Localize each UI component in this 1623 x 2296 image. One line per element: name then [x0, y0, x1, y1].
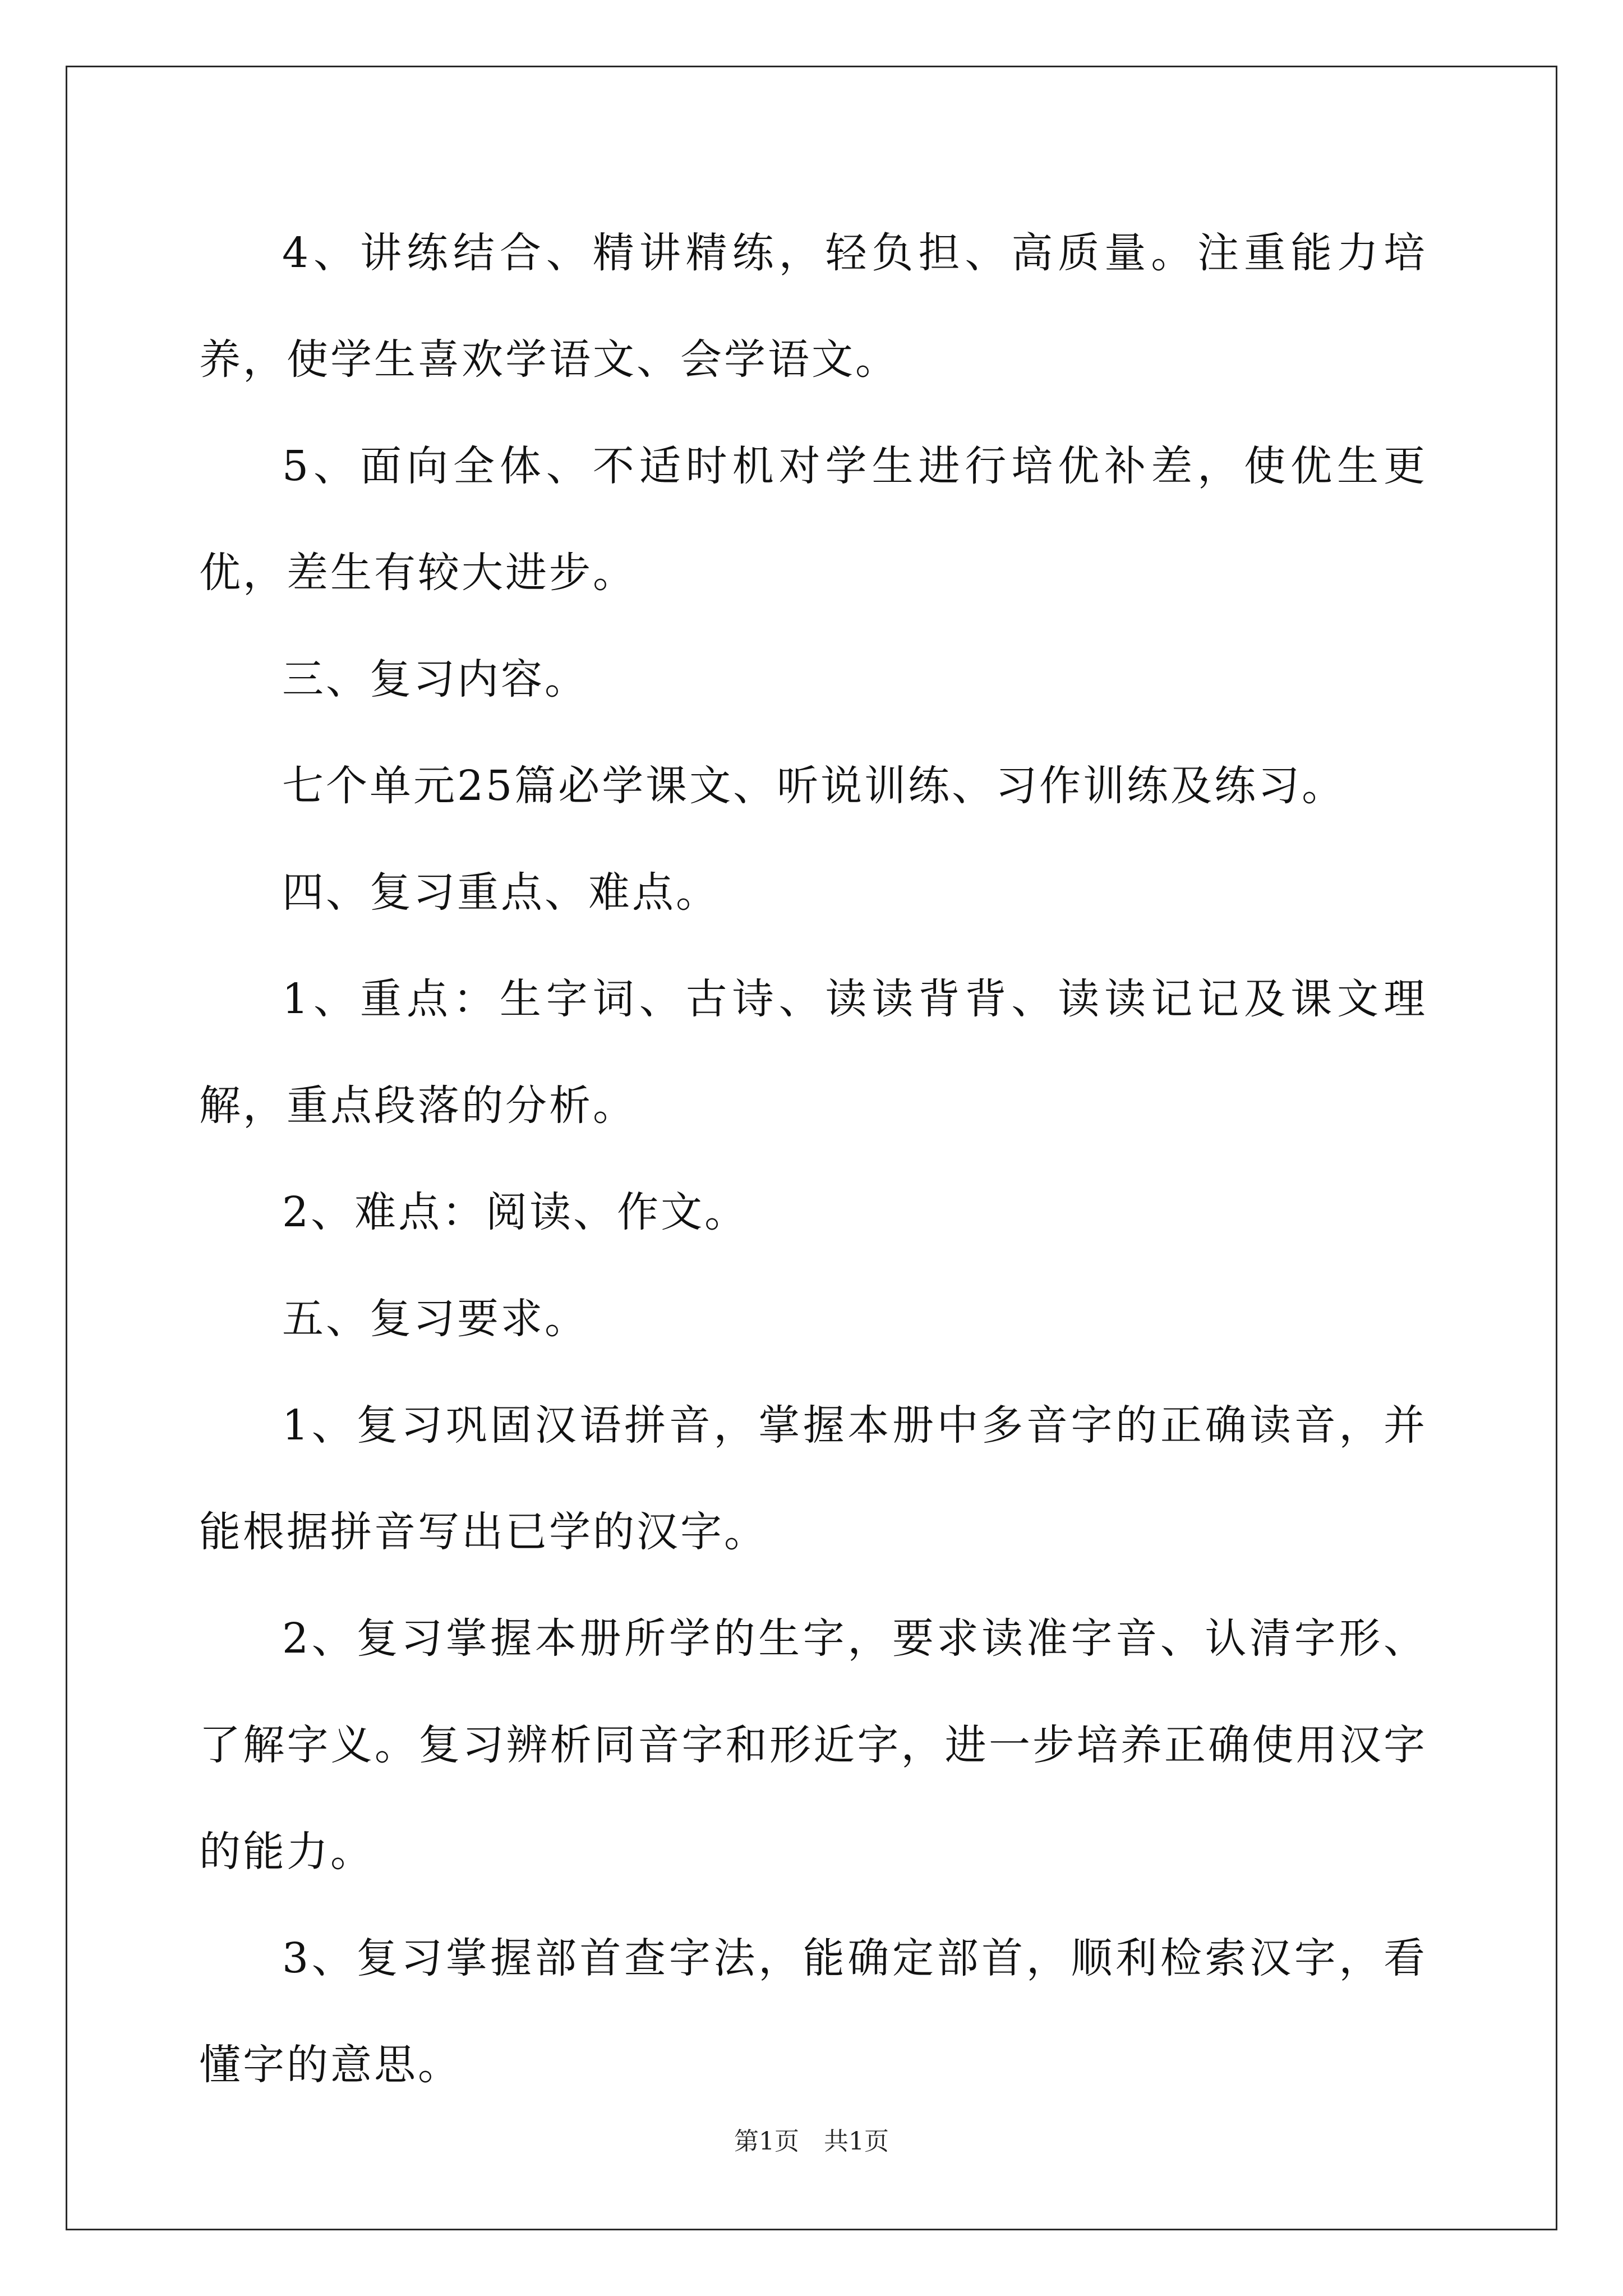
paragraph-key-points: 1、重点：生字词、古诗、读读背背、读读记记及课文理解，重点段落的分析。 [199, 975, 1427, 1130]
paragraph-requirement-2: 2、复习掌握本册所学的生字，要求读准字音、认清字形、了解字义。复习辨析同音字和形近字，进一步培养正确使用汉字的能力。 [199, 1614, 1427, 1876]
paragraph-teaching-method-4: 4、讲练结合、精讲精练，轻负担、高质量。注重能力培养，使学生喜欢学语文、会学语文。 [199, 229, 1427, 384]
paragraph-requirement-3: 3、复习掌握部首查字法，能确定部首，顺利检索汉字，看懂字的意思。 [199, 1934, 1427, 2089]
paragraph-teaching-method-5: 5、面向全体、不适时机对学生进行培优补差，使优生更优，差生有较大进步。 [199, 442, 1427, 597]
paragraph-review-content: 七个单元25篇必学课文、听说训练、习作训练及练习。 [282, 762, 1346, 810]
section-heading-requirements: 五、复习要求。 [282, 1295, 588, 1343]
paragraph-requirement-1: 1、复习巩固汉语拼音，掌握本册中多音字的正确读音，并能根据拼音写出已学的汉字。 [199, 1401, 1427, 1556]
page-number-footer: 第1页 共1页 [734, 2127, 889, 2156]
paragraph-difficult-points: 2、难点：阅读、作文。 [282, 1188, 749, 1236]
section-heading-key-points: 四、复习重点、难点。 [282, 868, 720, 917]
section-heading-review-content: 三、复习内容。 [282, 655, 588, 703]
document-body [199, 200, 1427, 2118]
